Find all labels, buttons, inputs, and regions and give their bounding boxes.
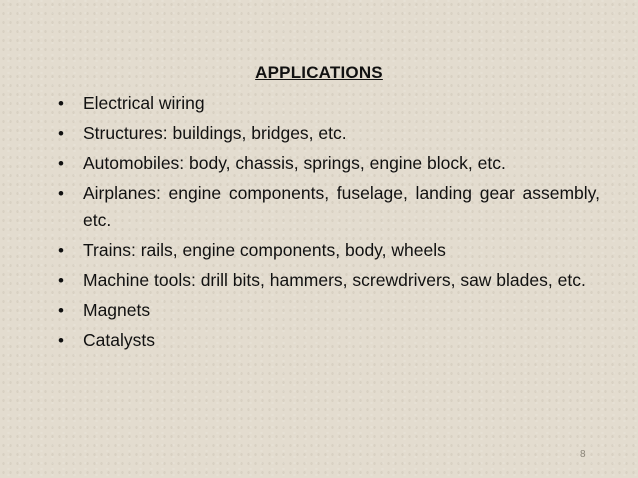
list-item-text: Magnets bbox=[83, 300, 151, 320]
list-item-text: Trains: rails, engine components, body, wheels bbox=[83, 240, 446, 260]
list-item-text: Machine tools: drill bits, hammers, screwdrivers, saw blades, etc. bbox=[83, 270, 586, 290]
list-item bbox=[58, 327, 600, 354]
list-item bbox=[58, 237, 600, 264]
bullet-icon: • bbox=[58, 271, 64, 290]
list-item bbox=[58, 90, 600, 117]
list-item-text: Catalysts bbox=[83, 330, 155, 350]
list-item bbox=[58, 297, 600, 324]
bullet-icon: • bbox=[58, 94, 64, 113]
bullet-icon: • bbox=[58, 241, 64, 260]
bullet-icon: • bbox=[58, 124, 64, 143]
bullet-icon: • bbox=[58, 331, 64, 350]
list-item bbox=[58, 150, 600, 177]
list-item-text: Automobiles: body, chassis, springs, engine block, etc. bbox=[83, 153, 506, 173]
bullet-icon: • bbox=[58, 301, 64, 320]
list-item bbox=[58, 180, 600, 234]
bullet-list bbox=[58, 90, 600, 357]
bullet-icon: • bbox=[58, 154, 64, 173]
list-item bbox=[58, 267, 600, 294]
list-item bbox=[58, 120, 600, 147]
list-item-text: Airplanes: engine components, fuselage, landing gear assembly, etc. bbox=[83, 183, 600, 230]
page-number: 8 bbox=[580, 449, 586, 460]
bullet-icon: • bbox=[58, 184, 64, 203]
slide-title: APPLICATIONS bbox=[255, 63, 383, 82]
list-item-text: Structures: buildings, bridges, etc. bbox=[83, 123, 347, 143]
list-item-text: Electrical wiring bbox=[83, 93, 205, 113]
